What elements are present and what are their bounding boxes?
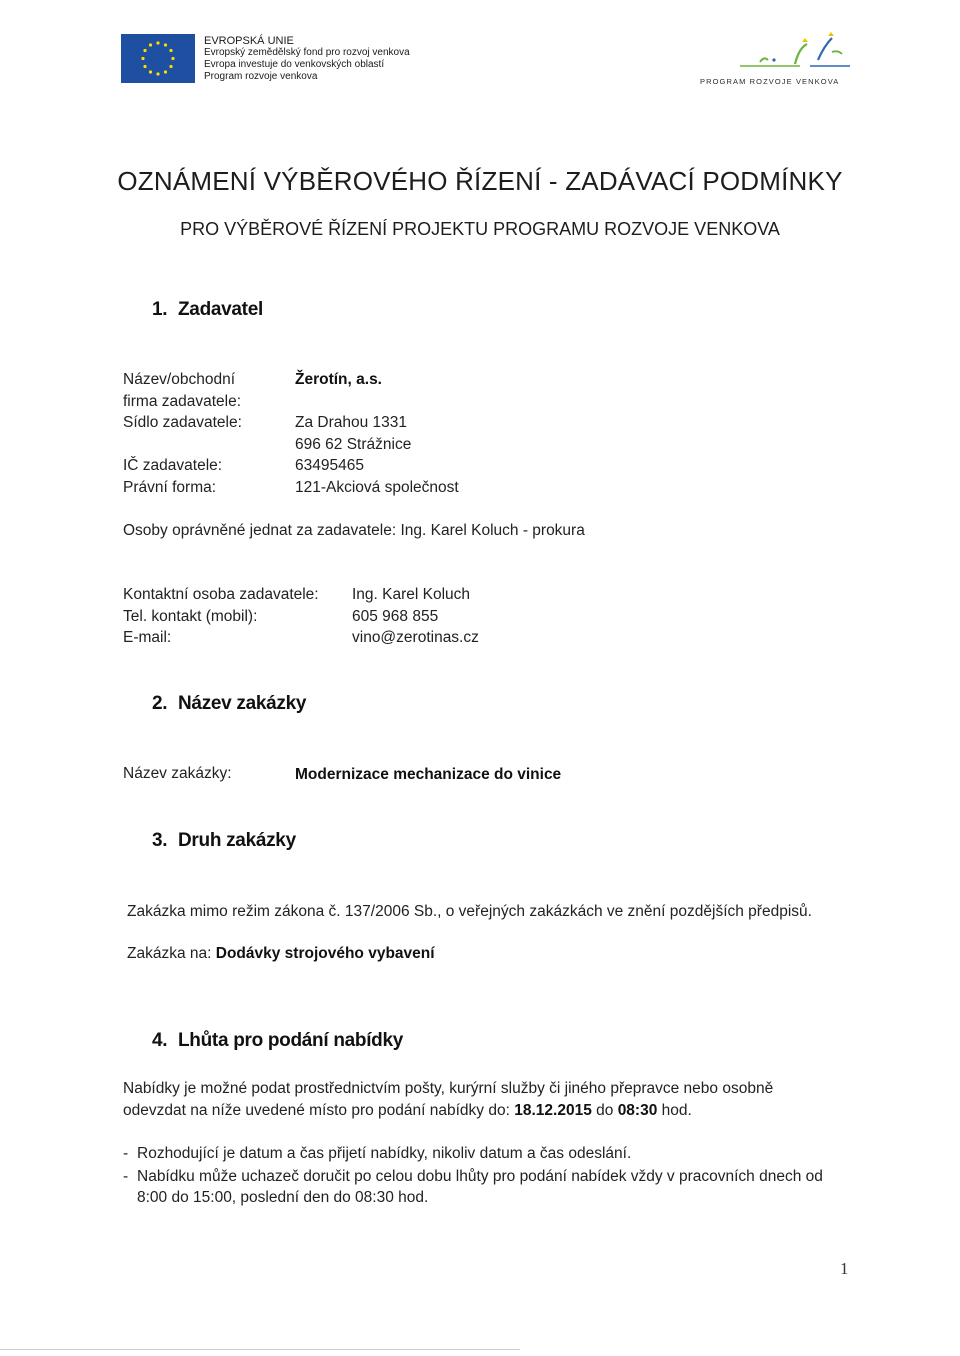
program-logo-icon bbox=[740, 30, 850, 74]
submission-paragraph bbox=[123, 1078, 863, 1122]
deadline-suffix: hod. bbox=[661, 1102, 692, 1119]
bullet-text: Nabídku může uchazeč doručit po celou dobu lhůty pro podání nabídek vždy v pracovních dnech od bbox=[137, 1168, 823, 1185]
contract-type bbox=[127, 943, 435, 965]
contract-name-label: Název zakázky: bbox=[123, 765, 232, 782]
paragraph-line: Nabídky je možné podat prostřednictvím pošty, kurýrní služby či jiného přepravce nebo osobně bbox=[123, 1080, 774, 1097]
section-4-heading bbox=[152, 1030, 403, 1052]
authorized-persons: Osoby oprávněné jednat za zadavatele: Ing. Karel Koluch - prokura bbox=[123, 522, 585, 539]
deadline-intro: odevzdat na níže uvedené místo pro podání nabídky do: bbox=[123, 1102, 510, 1119]
section-title: Zadavatel bbox=[178, 299, 263, 320]
email-label: E-mail: bbox=[123, 629, 172, 646]
eu-stars-icon bbox=[121, 34, 195, 83]
seat-label: Sídlo zadavatele: bbox=[123, 414, 242, 431]
deadline-connector: do bbox=[596, 1102, 614, 1119]
seat-city: 696 62 Strážnice bbox=[295, 435, 412, 453]
eu-caption-line: Evropa investuje do venkovských oblastí bbox=[204, 59, 385, 70]
legal-form-label: Právní forma: bbox=[123, 479, 217, 496]
paragraph-line bbox=[123, 1100, 863, 1122]
section-title: Název zakázky bbox=[178, 693, 307, 714]
section-number: 4. bbox=[152, 1030, 168, 1051]
eu-flag-logo bbox=[121, 34, 195, 83]
page-number: 1 bbox=[840, 1259, 849, 1278]
bullet-text: Rozhodující je datum a čas přijetí nabídky, nikoliv datum a čas odeslání. bbox=[137, 1145, 632, 1162]
seat-value bbox=[295, 412, 411, 455]
document-subtitle: PRO VÝBĚROVÉ ŘÍZENÍ PROJEKTU PROGRAMU ROZVOJE VENKOVA bbox=[180, 219, 780, 239]
deadline-time: 08:30 bbox=[617, 1102, 658, 1119]
section-title: Lhůta pro podání nabídky bbox=[178, 1030, 404, 1051]
section-number: 2. bbox=[152, 693, 168, 714]
phone-value: 605 968 855 bbox=[352, 607, 439, 625]
program-logo-caption: PROGRAM ROZVOJE VENKOVA bbox=[700, 77, 840, 86]
contact-label: Kontaktní osoba zadavatele: bbox=[123, 586, 319, 603]
section-number: 3. bbox=[152, 830, 168, 851]
eu-caption-line: Evropský zemědělský fond pro rozvoj venkova bbox=[204, 47, 410, 58]
eu-caption bbox=[204, 35, 410, 83]
contract-type-value: Dodávky strojového vybavení bbox=[215, 945, 435, 962]
document-title: OZNÁMENÍ VÝBĚROVÉHO ŘÍZENÍ - ZADÁVACÍ PODMÍNKY bbox=[117, 166, 843, 196]
bullet-dash: - bbox=[123, 1168, 129, 1185]
bullet-item bbox=[123, 1143, 857, 1164]
email-value: vino@zerotinas.cz bbox=[352, 629, 479, 646]
company-name-value: Žerotín, a.s. bbox=[295, 371, 382, 388]
eu-caption-line: EVROPSKÁ UNIE bbox=[204, 35, 294, 47]
contact-value: Ing. Karel Koluch bbox=[352, 586, 471, 603]
deadline-date: 18.12.2015 bbox=[514, 1102, 592, 1119]
label-line: Název/obchodní bbox=[123, 371, 236, 388]
legal-form-value: 121-Akciová společnost bbox=[295, 479, 459, 496]
section-title: Druh zakázky bbox=[178, 830, 296, 851]
bullet-item bbox=[123, 1166, 857, 1208]
eu-caption-line: Program rozvoje venkova bbox=[204, 71, 318, 82]
company-name-label bbox=[123, 369, 241, 412]
section-1-heading bbox=[152, 299, 263, 321]
ic-value: 63495465 bbox=[295, 457, 364, 474]
contact-person-values bbox=[352, 584, 479, 649]
ic-label: IČ zadavatele: bbox=[123, 457, 223, 474]
contract-regime: Zakázka mimo režim zákona č. 137/2006 Sb., o veřejných zakázkách ve znění pozdějších předpisů. bbox=[127, 903, 812, 920]
phone-label: Tel. kontakt (mobil): bbox=[123, 607, 258, 625]
bullet-dash: - bbox=[123, 1145, 129, 1162]
section-number: 1. bbox=[152, 299, 168, 320]
contact-person-label bbox=[123, 584, 319, 649]
bottom-divider bbox=[0, 1349, 520, 1350]
contract-name-value: Modernizace mechanizace do vinice bbox=[295, 766, 562, 783]
bullet-text: 8:00 do 15:00, poslední den do 08:30 hod. bbox=[137, 1189, 429, 1206]
seat-street: Za Drahou 1331 bbox=[295, 414, 408, 431]
contract-type-label: Zakázka na: bbox=[127, 945, 212, 962]
section-2-heading bbox=[152, 693, 306, 715]
label-line: firma zadavatele: bbox=[123, 392, 242, 410]
section-3-heading bbox=[152, 830, 296, 852]
program-logo bbox=[740, 30, 850, 74]
